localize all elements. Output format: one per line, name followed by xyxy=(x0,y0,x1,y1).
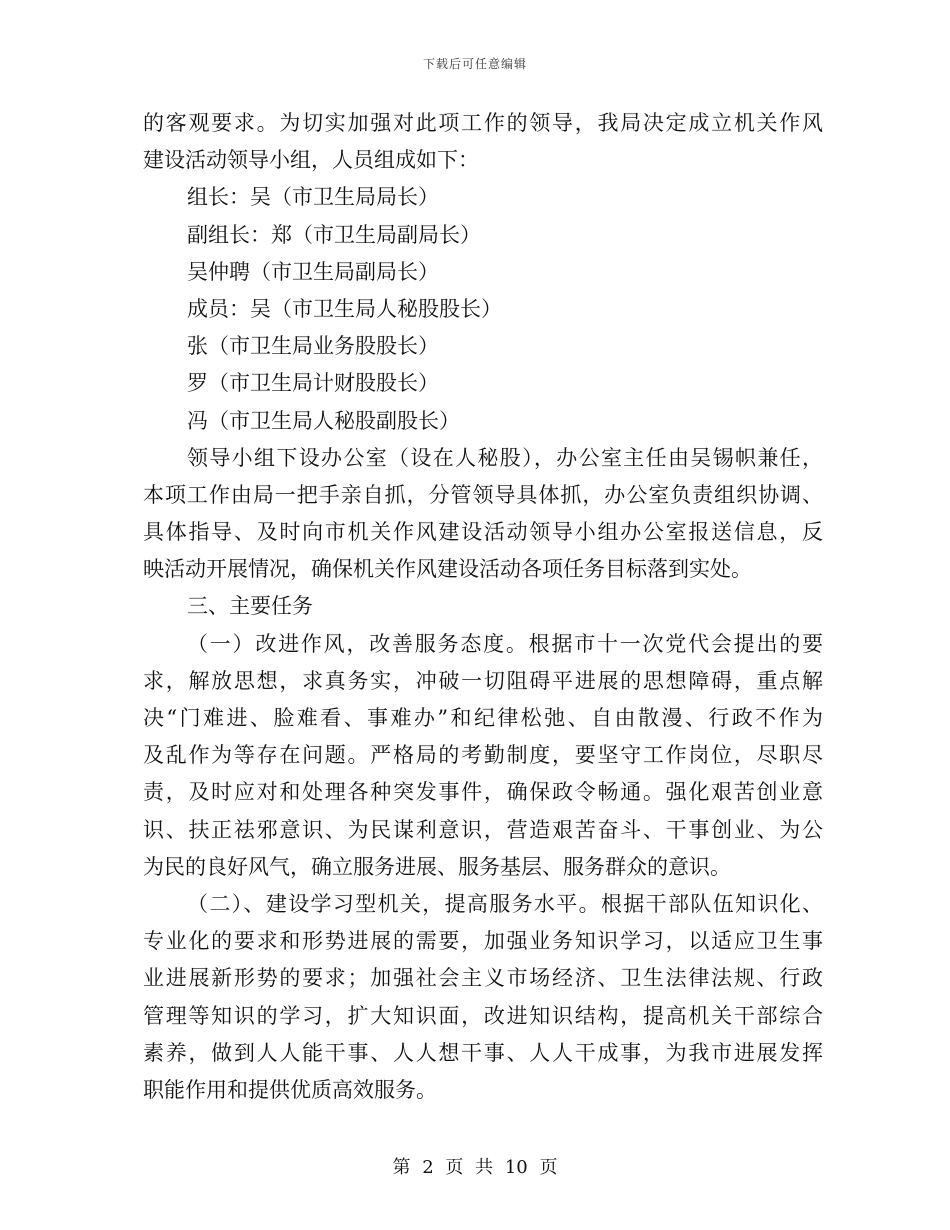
member-line: 张（市卫生局业务股股长） xyxy=(187,334,439,359)
member-line: 吴仲聘（市卫生局副局长） xyxy=(187,259,439,284)
page-footer: 第 2 页 共 10 页 xyxy=(392,1157,558,1178)
text-line: 管理等知识的学习，扩大知识面，改进知识结构，提高机关干部综合 xyxy=(143,1003,823,1028)
member-line: 罗（市卫生局计财股股长） xyxy=(187,371,439,396)
text-line: 及乱作为等存在问题。严格局的考勤制度，要坚守工作岗位，尽职尽 xyxy=(143,743,823,768)
section-heading: 三、主要任务 xyxy=(187,594,313,619)
text-line: 具体指导、及时向市机关作风建设活动领导小组办公室报送信息，反 xyxy=(143,520,823,545)
text-line: 映活动开展情况，确保机关作风建设活动各项任务目标落到实处。 xyxy=(143,557,752,582)
text-line: 职能作用和提供优质高效服务。 xyxy=(143,1077,437,1102)
text-line: 本项工作由局一把手亲自抓，分管领导具体抓，办公室负责组织协调、 xyxy=(143,482,823,507)
text-line: 决“门难进、脸难看、事难办”和纪律松弛、自由散漫、行政不作为 xyxy=(143,706,823,730)
text-line: 专业化的要求和形势进展的需要，加强业务知识学习，以适应卫生事 xyxy=(143,929,823,954)
text-line: 领导小组下设办公室（设在人秘股），办公室主任由吴锡帜兼任， xyxy=(187,445,823,470)
document-body xyxy=(143,105,823,1109)
text-line: 业进展新形势的要求；加强社会主义市场经济、卫生法律法规、行政 xyxy=(143,966,823,991)
member-line: 组长：吴（市卫生局局长） xyxy=(187,185,439,210)
text-line: 建设活动领导小组，人员组成如下： xyxy=(143,148,479,173)
text-line: 素养，做到人人能干事、人人想干事、人人干成事，为我市进展发挥 xyxy=(143,1040,823,1065)
text-line: 为民的良好风气，确立服务进展、服务基层、服务群众的意识。 xyxy=(143,854,731,879)
page-header: 下载后可任意编辑 xyxy=(422,57,527,71)
text-line: （一）改进作风，改善服务态度。根据市十一次党代会提出的要 xyxy=(187,631,823,656)
text-line: （二）、建设学习型机关，提高服务水平。根据干部队伍知识化、 xyxy=(187,891,823,916)
member-line: 冯（市卫生局人秘股副股长） xyxy=(187,408,460,433)
member-line: 成员：吴（市卫生局人秘股股长） xyxy=(187,296,502,321)
text-line: 的客观要求。为切实加强对此项工作的领导，我局决定成立机关作风 xyxy=(143,111,823,135)
text-line: 责，及时应对和处理各种突发事件，确保政令畅通。强化艰苦创业意 xyxy=(143,780,823,805)
text-line: 求，解放思想，求真务实，冲破一切阻碍平进展的思想障碍，重点解 xyxy=(143,668,823,693)
member-line: 副组长：郑（市卫生局副局长） xyxy=(187,222,481,247)
text-line: 识、扶正祛邪意识、为民谋利意识，营造艰苦奋斗、干事创业、为公 xyxy=(143,817,823,842)
